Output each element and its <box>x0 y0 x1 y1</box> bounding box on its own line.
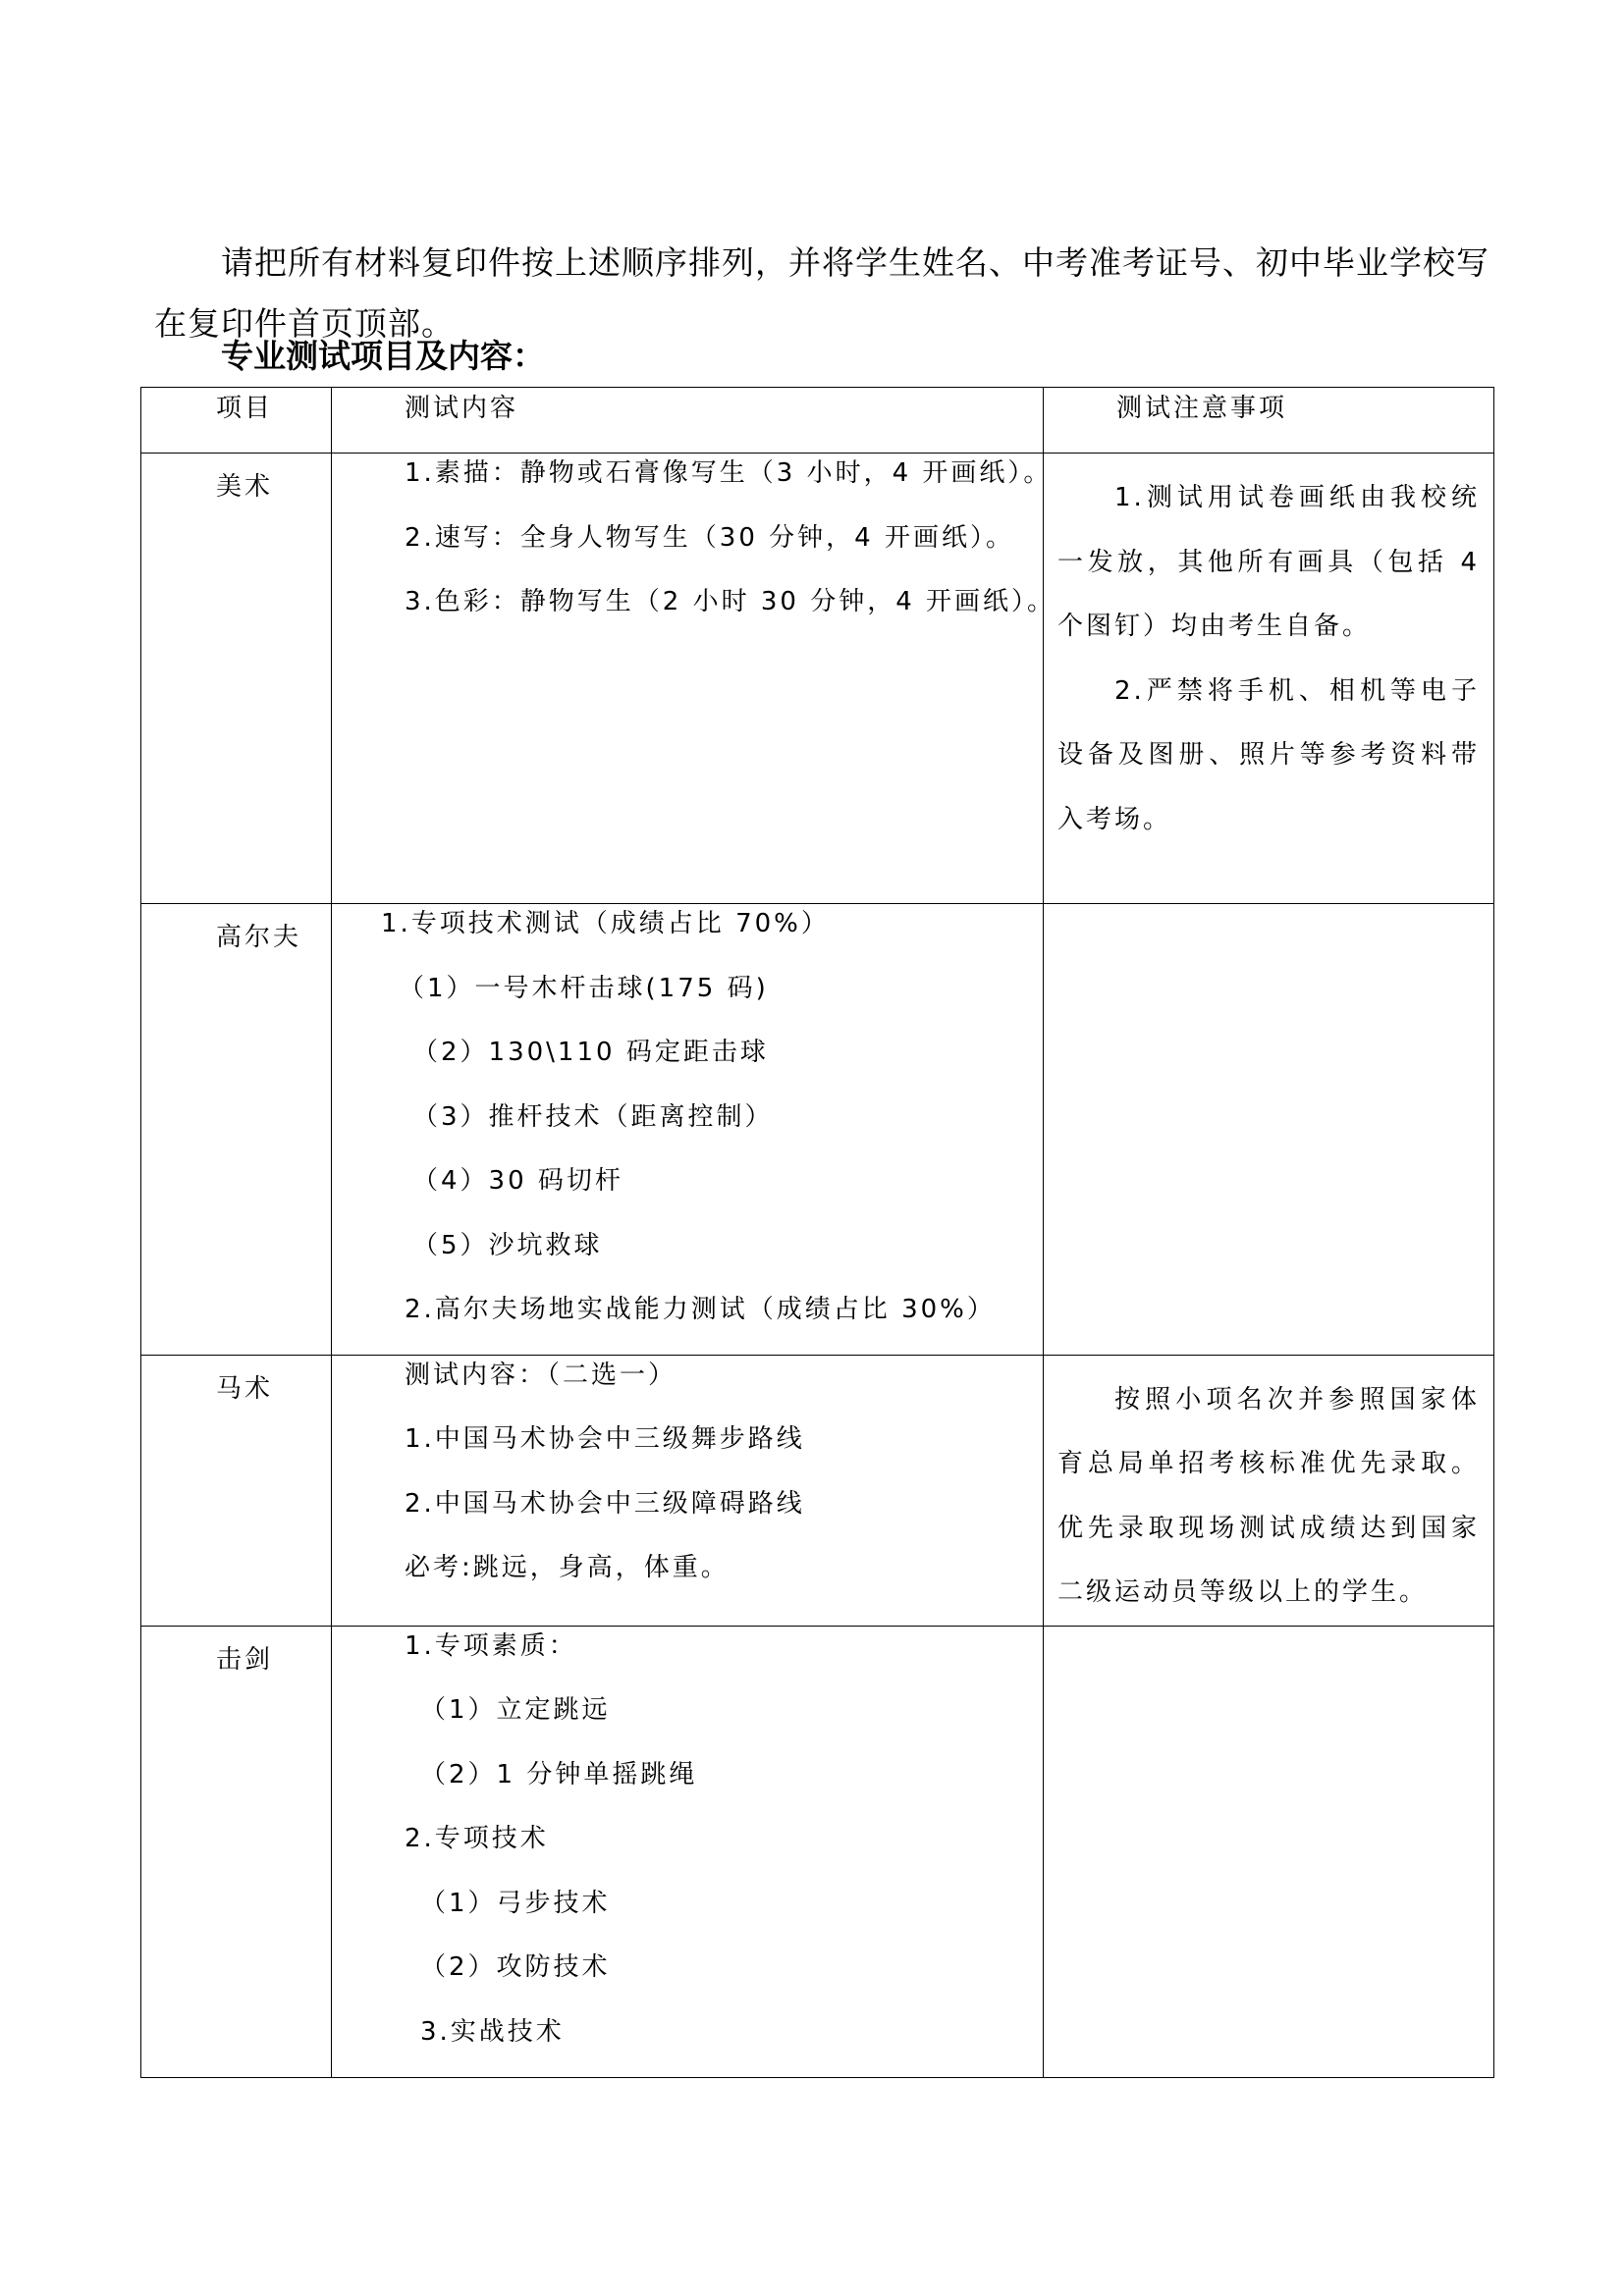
note-paragraph: 按照小项名次并参照国家体育总局单招考核标准优先录取。优先录取现场测试成绩达到国家二级运动员等级以上的学生。 <box>1057 1384 1480 1607</box>
notes-cell <box>1044 1355 1494 1626</box>
content-line: 2.速写：全身人物写生（30 分钟，4 开画纸）。 <box>405 522 1014 553</box>
note-paragraph: 1.测试用试卷画纸由我校统一发放，其他所有画具（包括 4 个图钉）均由考生自备。 <box>1057 483 1480 641</box>
content-line: （1）一号木杆击球(175 码) <box>399 973 769 1003</box>
category-cell: 高尔夫 <box>141 904 332 1356</box>
content-line: （5）沙坑救球 <box>412 1230 603 1260</box>
category-cell: 美术 <box>141 454 332 904</box>
note-paragraph: 2.严禁将手机、相机等电子设备及图册、照片等参考资料带入考场。 <box>1057 675 1480 834</box>
content-line: 2.专项技术 <box>405 1824 549 1853</box>
content-line: 1.素描：静物或石膏像写生（3 小时，4 开画纸）。 <box>405 458 1053 488</box>
content-line: 3.实战技术 <box>420 2016 565 2047</box>
intro-paragraph: 请把所有材料复印件按上述顺序排列，并将学生姓名、中考准考证号、初中毕业学校写在复印件首页顶部。 <box>154 243 1489 343</box>
content-line: 1.中国马术协会中三级舞步路线 <box>405 1424 805 1454</box>
table-row-equestrian <box>141 1355 1494 1626</box>
content-line: （2）1 分钟单摇跳绳 <box>420 1759 698 1789</box>
content-line: 3.色彩：静物写生（2 小时 30 分钟，4 开画纸）。 <box>405 587 1056 616</box>
header-item: 项目 <box>141 388 332 454</box>
content-line: 1.专项素质： <box>405 1630 577 1661</box>
notes-cell <box>1044 454 1494 904</box>
content-line: （1）立定跳远 <box>420 1695 611 1725</box>
content-line: （3）推杆技术（距离控制） <box>412 1101 774 1132</box>
section-title: 专业测试项目及内容： <box>221 337 545 375</box>
content-line: 2.中国马术协会中三级障碍路线 <box>405 1488 805 1519</box>
test-items-table <box>140 387 1494 2078</box>
table-row-art <box>141 454 1494 904</box>
content-line: （4）30 码切杆 <box>412 1166 623 1196</box>
content-cell <box>332 454 1056 904</box>
content-line: 必考:跳远，身高，体重。 <box>405 1553 730 1582</box>
content-cell <box>332 1355 1044 1626</box>
content-line: （2）130\110 码定距击球 <box>412 1038 769 1067</box>
content-line: 1.专项技术测试（成绩占比 70%） <box>381 909 830 938</box>
notes-cell <box>1044 904 1494 1356</box>
content-line: 测试内容：（二选一） <box>405 1360 677 1390</box>
header-notes: 测试注意事项 <box>1044 388 1494 454</box>
notes-cell <box>1044 1626 1494 2077</box>
header-content: 测试内容 <box>332 388 1044 454</box>
table-row-fencing <box>141 1626 1494 2077</box>
content-line: 2.高尔夫场地实战能力测试（成绩占比 30%） <box>405 1295 996 1324</box>
category-cell: 击剑 <box>141 1626 332 2077</box>
content-cell <box>332 1626 1044 2077</box>
table-row-golf <box>141 904 1494 1356</box>
content-cell <box>332 904 1044 1356</box>
table-header-row <box>141 388 1494 454</box>
content-line: （2）攻防技术 <box>420 1952 611 1982</box>
content-line: （1）弓步技术 <box>420 1888 611 1918</box>
category-cell: 马术 <box>141 1355 332 1626</box>
